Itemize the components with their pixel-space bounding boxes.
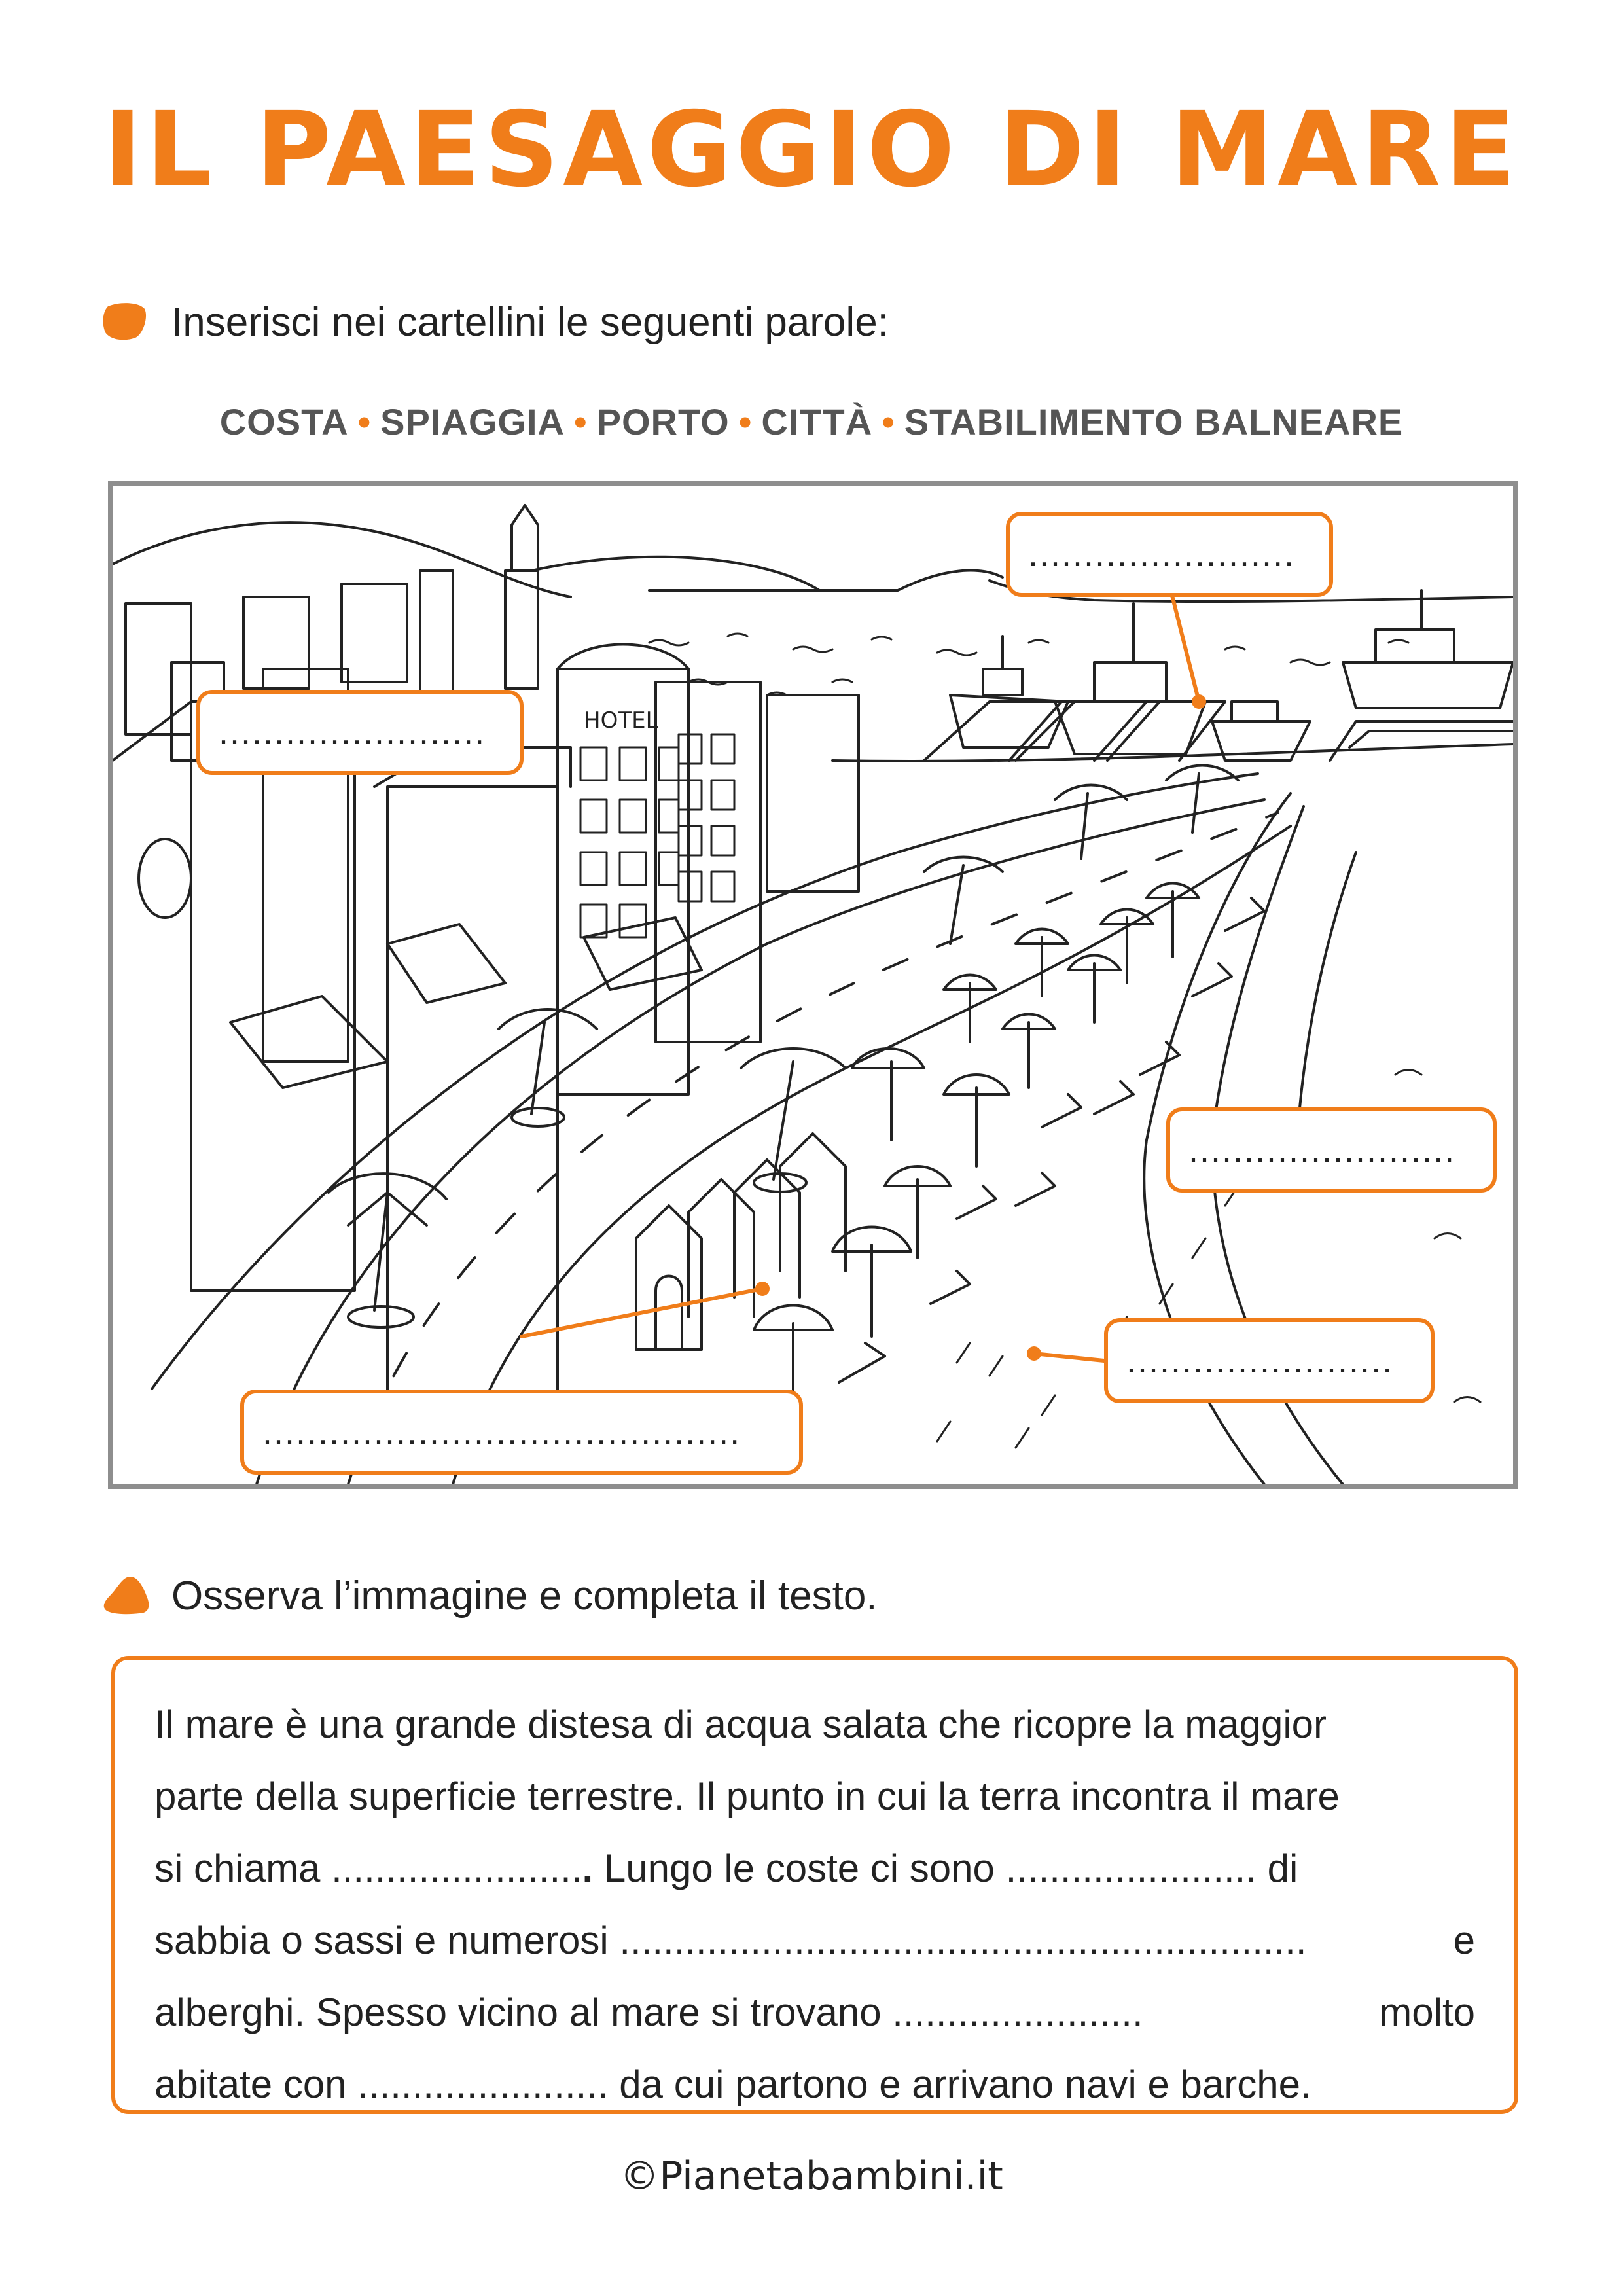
text-line-3-b: Lungo le coste ci sono ....................... di: [603, 1846, 1298, 1890]
orange-blob-bullet-icon: [101, 301, 149, 342]
text-line-5-a: alberghi. Spesso vicino al mare si trovano .......................: [154, 1990, 1143, 2034]
text-line-3-a: si chiama .......................: [154, 1846, 582, 1890]
seaside-illustration: [108, 481, 1518, 1489]
label-box-top-right[interactable]: ........................: [1006, 512, 1333, 597]
instruction-1: Inserisci nei cartellini le seguenti parole:: [171, 300, 889, 345]
text-line-4: [154, 1905, 1475, 1977]
page-title: IL PAESAGGIO DI MARE: [103, 90, 1520, 210]
instruction-2: Osserva l’immagine e completa il testo.: [171, 1573, 878, 1619]
footer-copyright: ©Pianetabambini.it: [620, 2153, 1003, 2199]
word-spiaggia: SPIAGGIA: [380, 401, 565, 442]
word-costa: COSTA: [219, 401, 349, 442]
label-box-right-bottom[interactable]: ........................: [1104, 1318, 1435, 1403]
orange-triangle-bullet-icon: [101, 1574, 152, 1616]
label-box-right-middle[interactable]: ........................: [1166, 1107, 1497, 1193]
word-citta: CITTÀ: [761, 401, 873, 442]
label-box-left[interactable]: ........................: [196, 690, 524, 775]
text-line-2: parte della superficie terrestre. Il punto in cui la terra incontra il mare: [154, 1774, 1340, 1818]
word-bank: [0, 401, 1623, 443]
label-box-bottom-long[interactable]: ...........................................: [240, 1390, 803, 1475]
word-separator: •: [357, 401, 372, 442]
text-line-5-b: molto: [1379, 1990, 1475, 2034]
word-separator: •: [738, 401, 753, 442]
word-porto: PORTO: [596, 401, 730, 442]
text-line-6: abitate con ....................... da cui partono e arrivano navi e barche.: [154, 2062, 1311, 2106]
text-line-1: Il mare è una grande distesa di acqua salata che ricopre la maggior: [154, 1702, 1327, 1746]
word-separator: •: [882, 401, 895, 442]
word-separator: •: [574, 401, 588, 442]
word-stabilimento-balneare: STABILIMENTO BALNEARE: [904, 401, 1404, 442]
fill-in-text-box: [111, 1656, 1518, 2114]
svg-text:HOTEL: HOTEL: [584, 708, 658, 734]
text-line-3: si chiama ....................... . Lungo le coste ci sono ....................... di: [154, 1833, 1475, 1905]
text-line-4-b: e: [1453, 1918, 1475, 1962]
text-line-4-a: sabbia o sassi e numerosi ...............................................................: [154, 1918, 1307, 1962]
text-line-5: [154, 1977, 1475, 2049]
